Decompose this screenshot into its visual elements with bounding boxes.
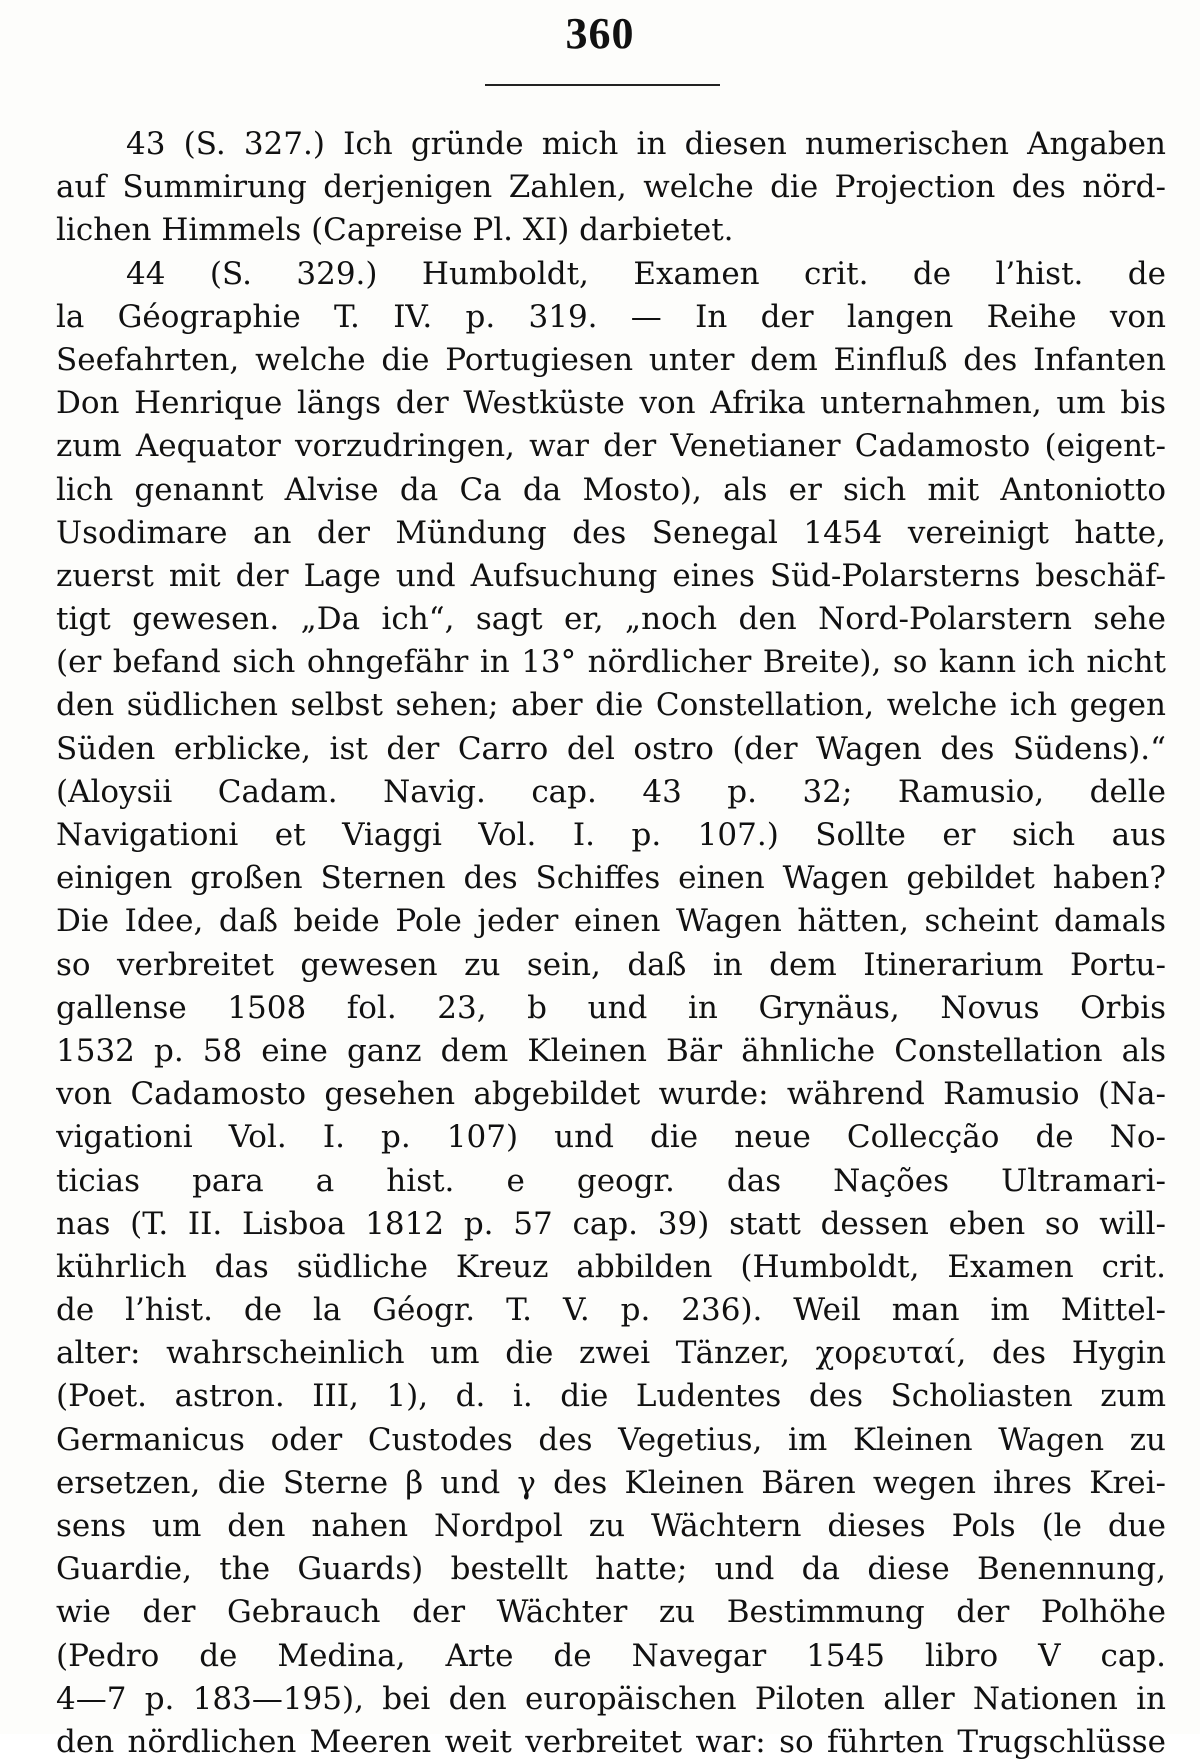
text-line: Guardie, the Guards) bestellt hatte; und da diese Benennung, [56,1551,1166,1588]
text-line: (Poet. astron. III, 1), d. i. die Ludentes des Scholiasten zum [56,1378,1166,1415]
text-line: kührlich das südliche Kreuz abbilden (Humboldt, Examen crit. [56,1248,1166,1285]
text-line: 1532 p. 58 eine ganz dem Kleinen Bär ähnliche Constellation als [56,1032,1166,1069]
text-line: 43 (S. 327.) Ich gründe mich in diesen numerischen Angaben [126,126,1166,162]
text-line: Usodimare an der Mündung des Senegal 1454 vereinigt hatte, [56,514,1166,551]
text-line: wie der Gebrauch der Wächter zu Bestimmung der Polhöhe [56,1594,1166,1631]
text-line: sens um den nahen Nordpol zu Wächtern dieses Pols (le due [56,1508,1166,1544]
text-line: nas (T. II. Lisboa 1812 p. 57 cap. 39) statt dessen eben so will- [56,1205,1166,1242]
text-line: Die Idee, daß beide Pole jeder einen Wagen hätten, scheint damals [56,903,1166,940]
text-line: den nördlichen Meeren weit verbreitet war: so führten Trugschlüsse [56,1723,1166,1760]
text-line: von Cadamosto gesehen abgebildet wurde: während Ramusio (Na- [56,1076,1166,1113]
text-line: zum Aequator vorzudringen, war der Venetianer Cadamosto (eigent- [56,428,1166,465]
text-line: la Géographie T. IV. p. 319. — In der langen Reihe von [56,298,1166,335]
text-line: tigt gewesen. „Da ich“, sagt er, „noch den Nord-Polarstern sehe [56,601,1166,638]
text-line: lichen Himmels (Capreise Pl. XI) darbietet. [56,212,734,249]
text-line: einigen großen Sternen des Schiffes einen Wagen gebildet haben? [56,860,1166,897]
text-line: ersetzen, die Sterne β und γ des Kleinen Bären wegen ihres Krei- [56,1464,1166,1501]
text-line: zuerst mit der Lage und Aufsuchung eines Süd-Polarsterns beschäf- [56,557,1166,594]
text-line: 44 (S. 329.) Humboldt, Examen crit. de l’hist. de [126,255,1166,292]
footnote-text [56,123,1166,1764]
text-line: auf Summirung derjenigen Zahlen, welche die Projection des nörd- [56,169,1166,206]
text-line: Seefahrten, welche die Portugiesen unter dem Einfluß des Infanten [56,341,1166,378]
text-line: Navigationi et Viaggi Vol. I. p. 107.) Sollte er sich aus [56,817,1166,853]
text-line: 4—7 p. 183—195), bei den europäischen Piloten aller Nationen in [56,1680,1166,1717]
text-line: vigationi Vol. I. p. 107) und die neue Collecção de No- [56,1119,1166,1156]
text-line: lich genannt Alvise da Ca da Mosto), als er sich mit Antoniotto [56,471,1166,508]
header-rule [485,84,720,86]
text-line: gallense 1508 fol. 23, b und in Grynäus, Novus Orbis [56,989,1166,1026]
text-line: (Aloysii Cadam. Navig. cap. 43 p. 32; Ramusio, delle [56,773,1166,810]
text-line: Germanicus oder Custodes des Vegetius, im Kleinen Wagen zu [56,1421,1166,1458]
text-line: (er befand sich ohngefähr in 13° nördlicher Breite), so kann ich nicht [56,644,1166,681]
text-line: alter: wahrscheinlich um die zwei Tänzer, χορευταί, des Hygin [56,1335,1166,1372]
text-line: Süden erblicke, ist der Carro del ostro (der Wagen des Südens).“ [56,730,1166,767]
text-line: Don Henrique längs der Westküste von Afrika unternahmen, um bis [56,385,1166,422]
text-line: ticias para a hist. e geogr. das Nações Ultramari- [56,1162,1166,1199]
text-line: de l’hist. de la Géogr. T. V. p. 236). Weil man im Mittel- [56,1292,1166,1329]
page-number: 360 [565,9,635,58]
text-line: den südlichen selbst sehen; aber die Constellation, welche ich gegen [56,687,1166,724]
text-line: (Pedro de Medina, Arte de Navegar 1545 libro V cap. [56,1637,1166,1674]
text-line: so verbreitet gewesen zu sein, daß in dem Itinerarium Portu- [56,946,1166,983]
